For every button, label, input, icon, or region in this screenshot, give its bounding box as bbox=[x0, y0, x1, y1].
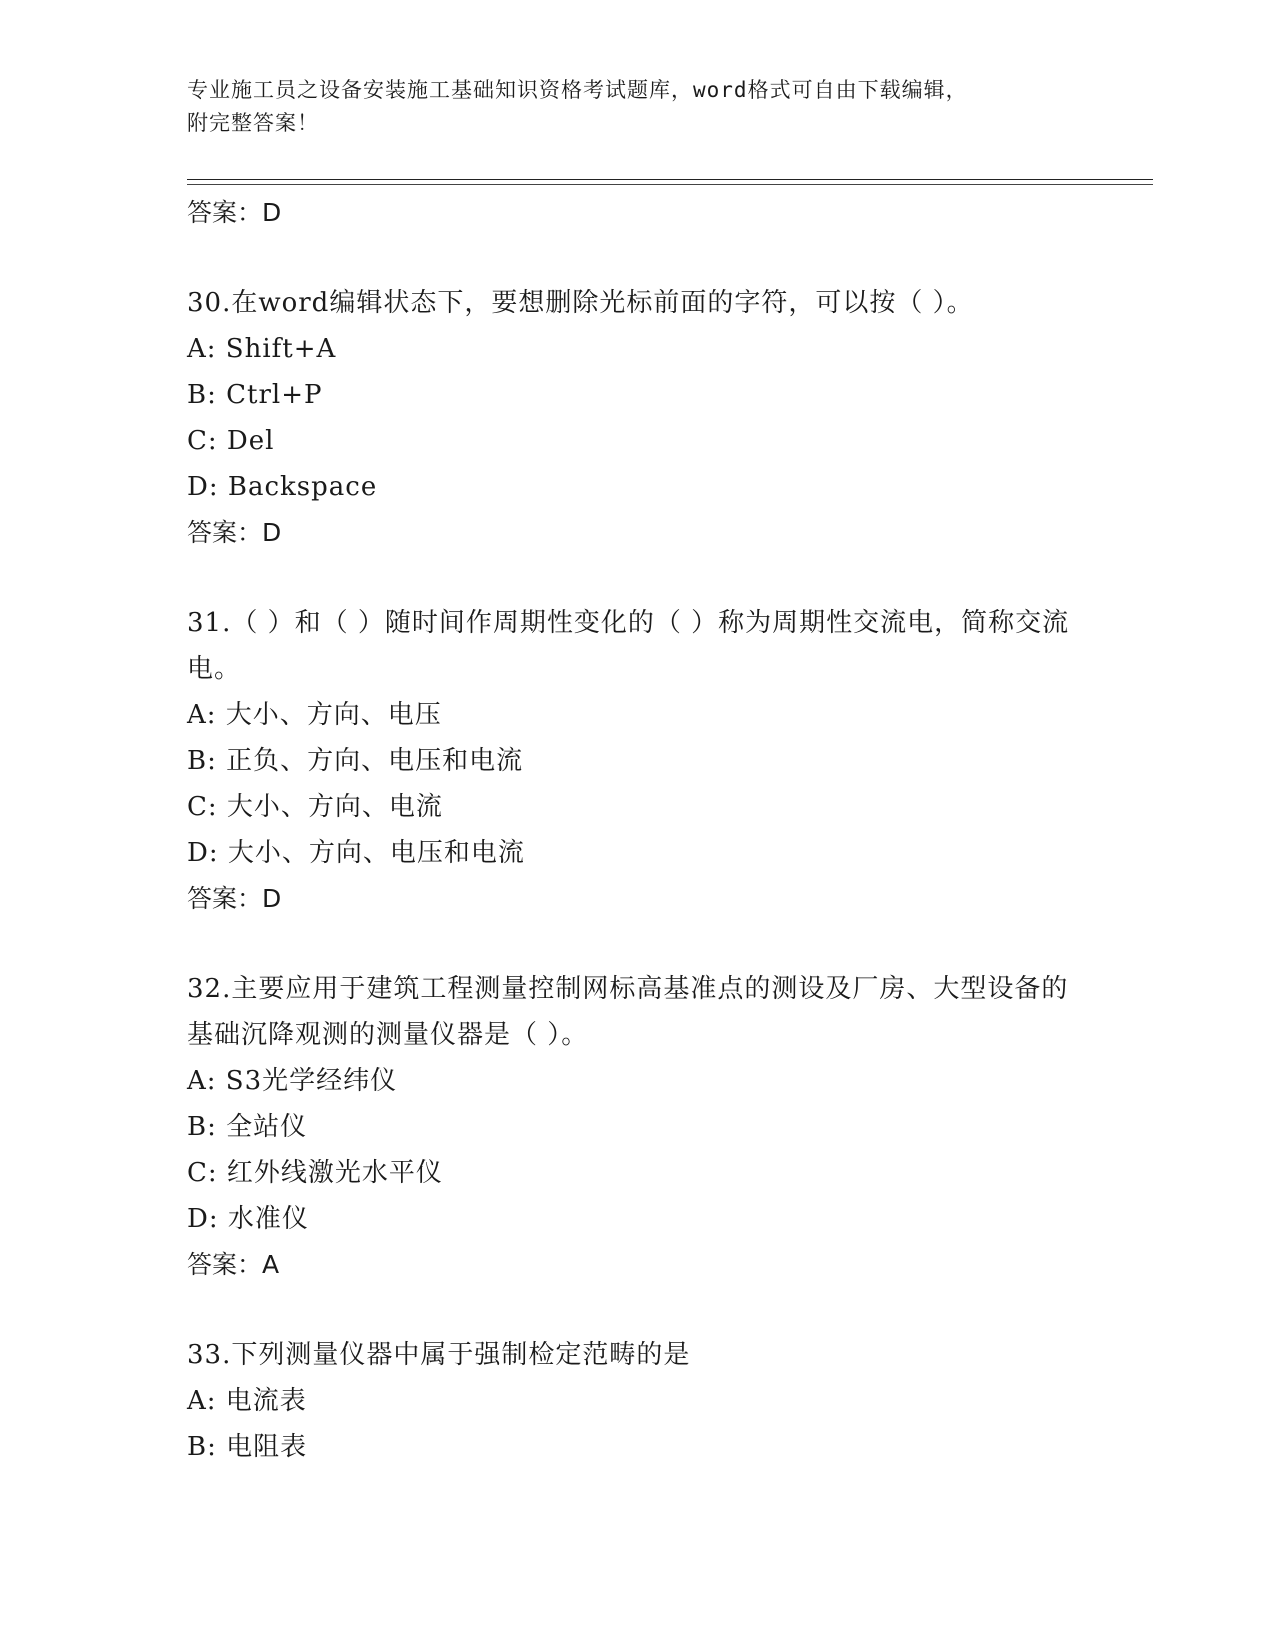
option-a: A: S3光学经纬仪 bbox=[187, 1066, 398, 1096]
question-31 bbox=[187, 600, 1087, 922]
question-text: 33.下列测量仪器中属于强制检定范畴的是 bbox=[187, 1340, 691, 1370]
header-line-1: 专业施工员之设备安装施工基础知识资格考试题库，word格式可自由下载编辑， bbox=[187, 78, 968, 102]
option-a: A: Shift+A bbox=[187, 334, 337, 364]
question-text: 30.在word编辑状态下，要想删除光标前面的字符，可以按（ ）。 bbox=[187, 288, 974, 318]
option-c: C: 大小、方向、电流 bbox=[187, 792, 443, 822]
header-divider-thin bbox=[187, 184, 1153, 185]
answer: 答案：A bbox=[187, 1250, 280, 1279]
question-30 bbox=[187, 280, 1087, 556]
answer: 答案：D bbox=[187, 518, 282, 547]
option-d: D: Backspace bbox=[187, 472, 378, 502]
question-33 bbox=[187, 1332, 1087, 1470]
header-line-2: 附完整答案！ bbox=[187, 111, 319, 135]
option-c: C: 红外线激光水平仪 bbox=[187, 1158, 443, 1188]
question-32 bbox=[187, 966, 1087, 1288]
option-d: D: 大小、方向、电压和电流 bbox=[187, 838, 525, 868]
option-d: D: 水准仪 bbox=[187, 1204, 309, 1234]
document-header bbox=[187, 74, 1087, 140]
option-a: A: 大小、方向、电压 bbox=[187, 700, 442, 730]
answer: 答案：D bbox=[187, 884, 282, 913]
question-list bbox=[187, 190, 1087, 1470]
option-a: A: 电流表 bbox=[187, 1386, 307, 1416]
question-text: 31.（ ）和（ ）随时间作周期性变化的（ ）称为周期性交流电，简称交流电。 bbox=[187, 608, 1070, 684]
option-b: B: 正负、方向、电压和电流 bbox=[187, 746, 524, 776]
option-b: B: 电阻表 bbox=[187, 1432, 308, 1462]
option-c: C: Del bbox=[187, 426, 275, 456]
option-b: B: Ctrl+P bbox=[187, 380, 323, 410]
option-b: B: 全站仪 bbox=[187, 1112, 308, 1142]
header-divider bbox=[187, 179, 1153, 180]
previous-answer: 答案：D bbox=[187, 198, 282, 227]
question-text: 32.主要应用于建筑工程测量控制网标高基准点的测设及厂房、大型设备的基础沉降观测的测量仪器是（ ）。 bbox=[187, 974, 1069, 1050]
